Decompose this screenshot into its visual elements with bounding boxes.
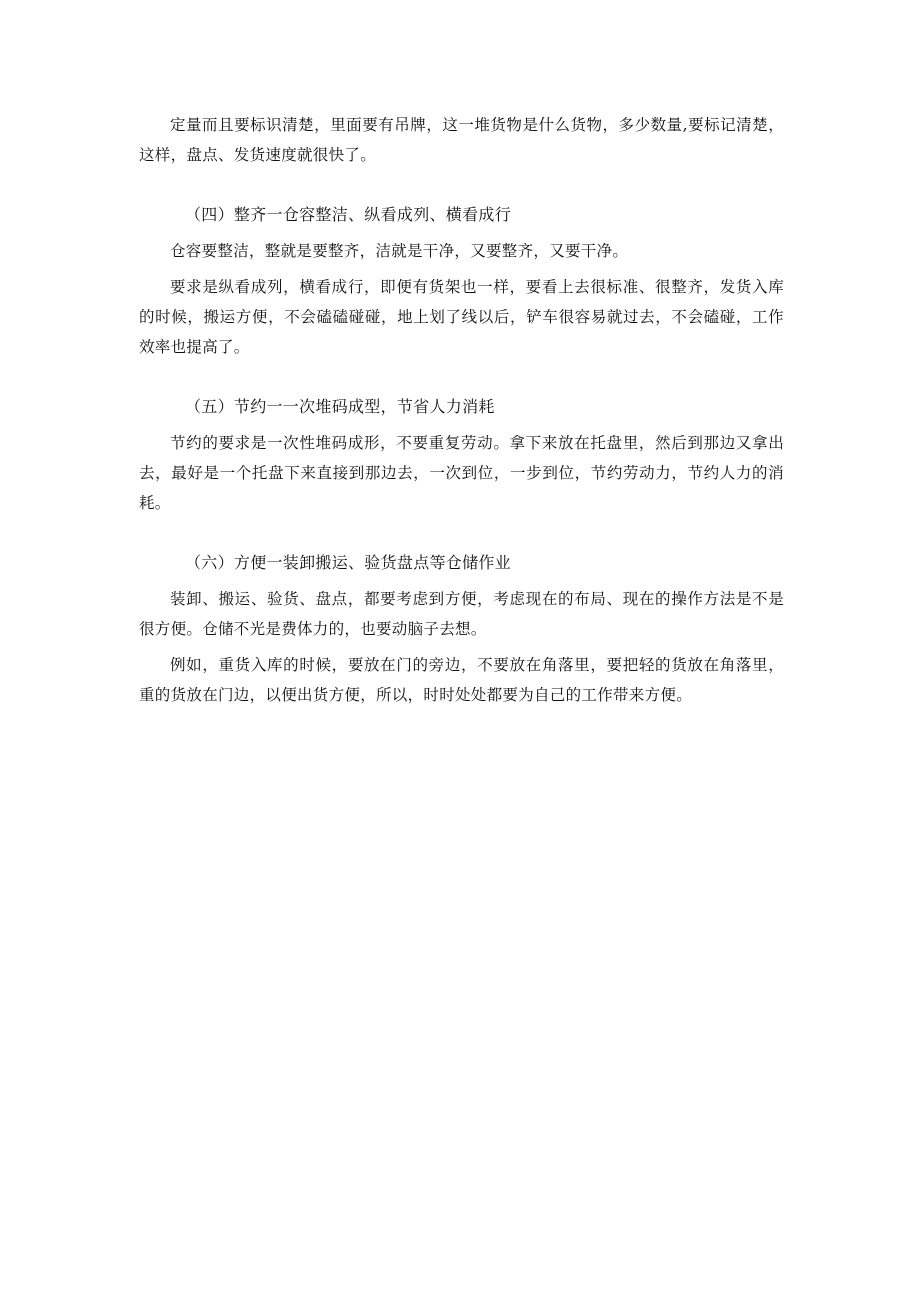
paragraph-tidy-definition: 仓容要整洁，整就是要整齐，洁就是干净，又要整齐，又要干净。 xyxy=(170,242,629,260)
paragraph-convenience-example: 例如，重货入库的时候，要放在门的旁边，不要放在角落里，要把轻的货放在角落里，重的货放在门边，以便出货方便，所以，时时处处都要为自己的工作带来方便。 xyxy=(139,656,784,704)
spacer xyxy=(139,170,784,200)
paragraph-labeling: 定量而且要标识清楚，里面要有吊牌，这一堆货物是什么货物，多少数量,要标记清楚，这样，盘点、发货速度就很快了。 xyxy=(139,116,784,164)
document-body xyxy=(139,110,784,710)
section-heading-convenience: （六）方便一装卸搬运、验货盘点等仓储作业 xyxy=(185,553,512,572)
paragraph-tidy-requirements: 要求是纵看成列，横看成行，即便有货架也一样，要看上去很标准、很整齐，发货入库的时候，搬运方便，不会磕磕碰碰，地上划了线以后，铲车很容易就过去，不会磕碰，工作效率也提高了。 xyxy=(139,278,784,356)
paragraph-economy-requirements: 节约的要求是一次性堆码成形，不要重复劳动。拿下来放在托盘里，然后到那边又拿出去，最好是一个托盘下来直接到那边去，一次到位，一步到位，节约劳动力，节约人力的消耗。 xyxy=(139,434,784,512)
section-heading-economy: （五）节约一一次堆码成型，节省人力消耗 xyxy=(185,397,495,416)
spacer xyxy=(139,362,784,392)
paragraph-convenience-overview: 装卸、搬运、验货、盘点，都要考虑到方便，考虑现在的布局、现在的操作方法是不是很方便。仓储不光是费体力的，也要动脑子去想。 xyxy=(139,590,784,638)
section-heading-tidy: （四）整齐一仓容整洁、纵看成列、横看成行 xyxy=(185,205,512,224)
spacer xyxy=(139,518,784,548)
